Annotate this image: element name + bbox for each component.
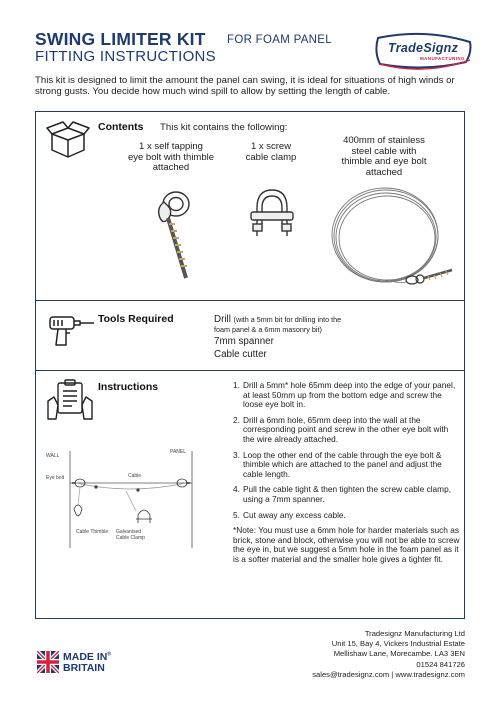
instruction-step: 2. Drill a 6mm hole, 65mm deep into the wall at the corresponding point and screw in the other eye bolt with the wire already attached. <box>233 414 449 444</box>
instruction-step: 1. Drill a 5mm* hole 65mm deep into the edge of your panel, at least 50mm up from the bottom edge and screw the loose eye bolt in. <box>233 380 456 410</box>
tools-heading: Tools Required <box>98 313 174 325</box>
logo-tagline: MANUFACTURING <box>420 56 465 61</box>
page-title-line2: FITTING INSTRUCTIONS <box>35 48 216 65</box>
tool-cutter: Cable cutter <box>214 349 267 360</box>
tool-spanner: 7mm spanner <box>214 336 274 347</box>
phone-number: 01524 841726 <box>416 659 465 669</box>
instruction-steps <box>233 381 461 565</box>
clipboard-hands-icon <box>46 379 94 430</box>
made-in-line2: BRITAIN <box>63 662 105 674</box>
contents-section <box>35 111 465 301</box>
instructions-heading: Instructions <box>98 381 159 393</box>
instruction-step: 5. Cut away any excess cable. <box>233 509 346 520</box>
item-steel-cable-label: 400mm of stainless steel cable with thimble and eye bolt attached <box>341 135 427 178</box>
page-title: SWING LIMITER KIT <box>35 29 206 49</box>
item-cable-clamp-label: 1 x screw cable clamp <box>245 141 297 163</box>
box-icon <box>46 120 90 165</box>
union-flag-icon <box>37 651 59 673</box>
contact-web[interactable]: sales@tradesignz.com | www.tradesignz.com <box>312 669 465 679</box>
diagram-label-clamp: Galvanised Cable Clamp <box>116 529 145 541</box>
logo-name: TradeSignz <box>388 41 459 55</box>
instruction-step: 4. Pull the cable tight & then tighten the screw cable clamp, using a 7mm spanner. <box>233 484 452 504</box>
item-eyebolt-label: 1 x self tapping eye bolt with thimble attached <box>127 141 215 173</box>
installation-diagram <box>40 443 210 553</box>
steel-cable-coil-icon <box>328 180 463 305</box>
instruction-note: *Note: You must use a 6mm hole for harder materials such as brick, stone and block, otherwise you will not be able to screw the eye in, but we suggest a 5mm hole in the foam panel as it is a softer material and the smaller hole gives a tighter fit. <box>233 525 460 564</box>
intro-text: This kit is designed to limit the amount the panel can swing, it is ideal for situations of high winds or strong gusts. You decide how much wind spill to allow by setting the length of cable. <box>35 75 455 97</box>
diagram-label-thimble: Cable Thimble <box>76 529 109 535</box>
address-line2: Mellishaw Lane, Morecambe. LA3 3EN <box>333 649 465 659</box>
diagram-label-panel: PANEL <box>170 449 187 455</box>
made-in-line1: MADE IN® <box>63 651 112 663</box>
company-name: Tradesignz Manufacturing Ltd <box>364 629 465 638</box>
tool-drill: Drill (with a 5mm bit for drilling into the foam panel & a 6mm masonry bit) <box>214 314 342 334</box>
instruction-step: 3. Loop the other end of the cable through the eye bolt & thimble which are attached to the panel and adjust the cable length. <box>233 449 442 479</box>
tradesignz-logo <box>374 32 474 72</box>
contents-heading: Contents <box>98 121 144 133</box>
diagram-label-cable: Cable <box>128 473 142 479</box>
eyebolt-thimble-icon <box>142 188 202 288</box>
drill-icon <box>46 311 96 356</box>
contents-description: This kit contains the following: <box>160 122 288 133</box>
diagram-label-eyebolt: Eye bolt <box>46 475 65 481</box>
page-subtitle: FOR FOAM PANEL <box>227 34 332 46</box>
cable-clamp-icon <box>245 186 300 246</box>
company-address <box>312 629 465 680</box>
diagram-label-wall: WALL <box>46 453 60 459</box>
tools-section <box>35 301 465 371</box>
instructions-section <box>35 371 465 619</box>
address-line1: Unit 15, Bay 4, Vickers Industrial Estate <box>331 639 465 649</box>
